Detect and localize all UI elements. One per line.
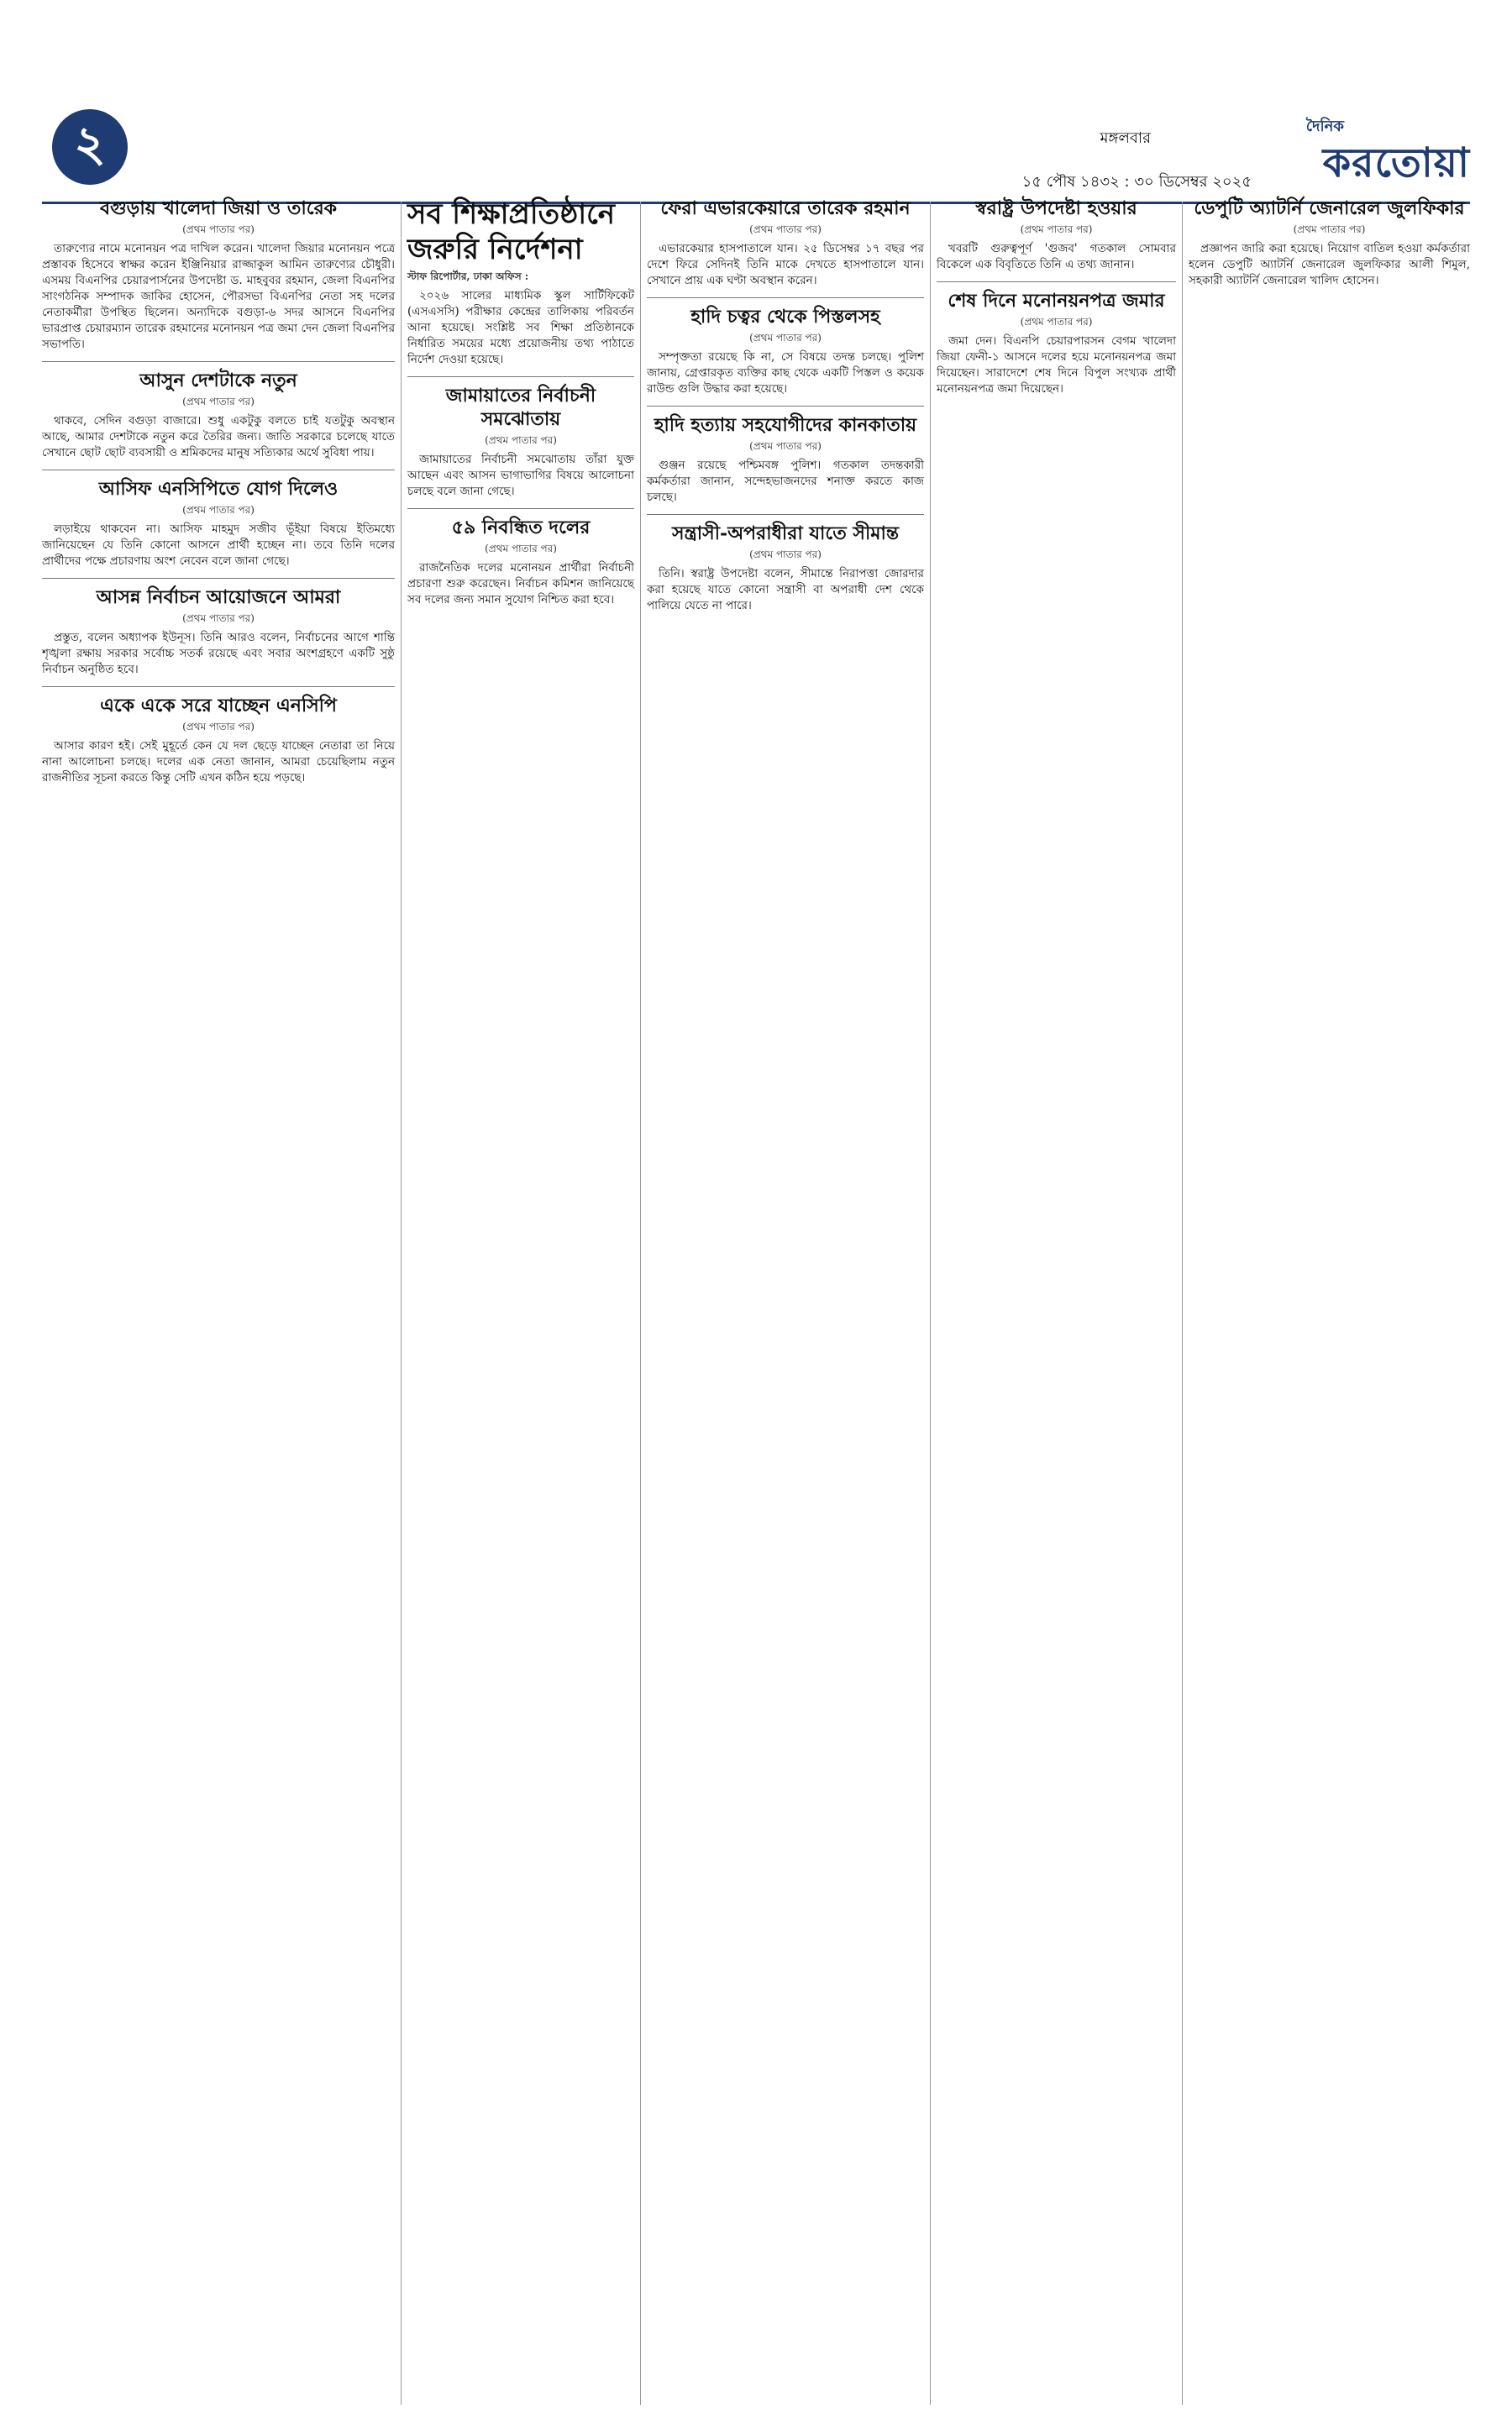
article-continuation: (প্রথম পাতার পর) [485, 434, 557, 446]
date-label: ১৫ পৌষ ১৪৩২ : ৩০ ডিসেম্বর ২০২৫ [1021, 173, 1252, 191]
article-body: এভারকেয়ার হাসপাতালে যান। ২৫ ডিসেম্বর ১৭ বছর পর দেশে ফিরে সেদিনই তিনি মাকে দেখতে হাসপাতালে যান। সেখানে প্রায় এক ঘণ্টা অবস্থান করেন। [647, 242, 924, 287]
article-continuation: (প্রথম পাতার পর) [182, 504, 255, 516]
article-headline: ফেরা এভারকেয়ারে তারেক রহমান [660, 197, 911, 219]
article-continuation: (প্রথম পাতার পর) [749, 548, 822, 560]
article-headline: হাদি হত্যায় সহযোগীদের কানকাতায় [654, 414, 917, 436]
article-continuation: (প্রথম পাতার পর) [1020, 316, 1093, 328]
article-continuation: (প্রথম পাতার পর) [182, 721, 255, 732]
article [647, 522, 924, 614]
article [647, 413, 924, 506]
article-divider [42, 686, 395, 687]
masthead-title: করতোয়া [1322, 139, 1470, 186]
article-headline: আসুন দেশটাকে নতুন [139, 370, 297, 391]
article-divider [42, 578, 395, 579]
article-body: লড়াইয়ে থাকবেন না। আসিফ মাহমুদ সজীব ভূঁইয়া বিষয়ে ইতিমধ্যে জানিয়েছেন যে তিনি কোনো আসনে প্রার্থী হচ্ছেন না। তবে তিনি দলের প্রার্থীদের পক্ষে প্রচারণায় অংশ নেবেন বলে জানা গেছে। [42, 522, 395, 568]
article [1189, 197, 1470, 289]
article-body: রাজনৈতিক দলের মনোনয়ন প্রার্থীরা নির্বাচনী প্রচারণা শুরু করেছেন। নির্বাচন কমিশন জানিয়েছে সব দলের জন্য সমান সুযোগ নিশ্চিত করা হবে। [407, 561, 634, 606]
column-4 [937, 193, 1176, 406]
article-continuation: (প্রথম পাতার পর) [749, 332, 822, 344]
article-headline: আসিফ এনসিপিতে যোগ দিলেও [98, 478, 339, 500]
article-headline: সব শিক্ষাপ্রতিষ্ঠানে জরুরি নির্দেশনা [407, 197, 616, 266]
article [407, 384, 634, 500]
column-2 [407, 193, 634, 617]
article-body: তারুণ্যের নামে মনোনয়ন পত্র দাখিল করেন। খালেদা জিয়ার মনোনয়ন পত্রে প্রস্তাবক হিসেবে স্বাক্ষর করেন ইঞ্জিনিয়ার রাজ্জাকুল আমিন তারুণ্যের চৌধুরী। এসময় বিএনপির চেয়ারপার্সনের উপদেষ্টা ড. মাহবুবর রহমান, জেলা বিএনপির সাংগঠনিক সম্পাদক জাকির হোসেন, পৌরসভা বিএনপির নেতা সহ দলের নেতাকর্মীরা উপস্থিত ছিলেন। অন্যদিকে বগুড়া-৬ সদর আসনে বিএনপির ভারপ্রাপ্ত চেয়ারম্যান তারেক রহমানের মনোনয়ন পত্র জমা দেন জেলা বিএনপির সভাপতি। [42, 242, 395, 351]
article-divider [937, 281, 1176, 282]
article-divider [647, 297, 924, 298]
article-headline: হাদি চত্বর থেকে পিস্তলসহ [690, 306, 880, 328]
masthead-small-text: দৈনিক [1305, 118, 1344, 135]
article-body: থাকবে, সেদিন বগুড়া বাজারে। শুধু একটুকু বলতে চাই যতটুকু অবস্থান আছে, আমার দেশটাকে নতুন করে তৈরির জন্য। জাতি সরকারে চলেছে যাতে সেখানে ছোট ছোট ব্যবসায়ী ও শ্রমিকদের মানুষ সত্যিকার অর্থে সুবিধা পায়। [42, 414, 395, 459]
article-divider [647, 406, 924, 407]
column-divider [401, 202, 402, 2405]
article-headline: সন্ত্রাসী-অপরাধীরা যাতে সীমান্ত [671, 522, 900, 544]
article [937, 289, 1176, 397]
article-headline: স্বরাষ্ট্র উপদেষ্টা হওয়ার [975, 197, 1137, 219]
article-body: জামায়াতের নির্বাচনী সমঝোতায় তাঁরা যুক্ত আছেন এবং আসন ভাগাভাগির বিষয়ে আলোচনা চলছে বলে জানা গেছে। [407, 453, 634, 498]
article-body: জমা দেন। বিএনপি চেয়ারপারসন বেগম খালেদা জিয়া ফেনী-১ আসনে দলের হয়ে মনোনয়নপত্র জমা দিয়েছেন। সারাদেশে শেষ দিনে বিপুল সংখ্যক প্রার্থী মনোনয়নপত্র জমা দিয়েছেন। [937, 334, 1176, 396]
article [42, 197, 395, 353]
article-body: প্রস্তুত, বলেন অধ্যাপক ইউনূস। তিনি আরও বলেন, নির্বাচনের আগে শান্তি শৃঙ্খলা রক্ষায় সরকার সর্বোচ্চ সতর্ক রয়েছে এবং সবার অংশগ্রহণে একটি সুষ্ঠু নির্বাচন অনুষ্ঠিত হবে। [42, 631, 395, 676]
article-body: সম্পৃক্ততা রয়েছে কি না, সে বিষয়ে তদন্ত চলছে। পুলিশ জানায়, গ্রেপ্তারকৃত ব্যক্তির কাছ থেকে একটি পিস্তল ও কয়েক রাউন্ড গুলি উদ্ধার করা হয়েছে। [647, 350, 924, 396]
article-byline: স্টাফ রিপোর্টার, ঢাকা অফিস : [407, 270, 529, 282]
article [42, 477, 395, 569]
article-divider [647, 514, 924, 515]
column-divider [1182, 202, 1183, 2405]
column-5 [1189, 193, 1470, 297]
article [407, 516, 634, 608]
article-body: গুঞ্জন রয়েছে পশ্চিমবঙ্গ পুলিশ। গতকাল তদন্তকারী কর্মকর্তারা জানান, সন্দেহভাজনদের শনাক্ত করতে কাজ চলছে। [647, 459, 924, 504]
article-headline: আসন্ন নির্বাচন আয়োজনে আমরা [96, 586, 341, 608]
article [42, 694, 395, 786]
article-continuation: (প্রথম পাতার পর) [182, 612, 255, 624]
article-headline: জামায়াতের নির্বাচনী সমঝোতায় [445, 385, 596, 430]
article-continuation: (প্রথম পাতার পর) [1020, 223, 1093, 235]
article-body: প্রজ্ঞাপন জারি করা হয়েছে। নিয়োগ বাতিল হওয়া কর্মকর্তারা হলেন ডেপুটি অ্যাটর্নি জেনারেল জুলফিকার আলী শিমুল, সহকারী অ্যাটর্নি জেনারেল খালিদ হোসেন। [1189, 242, 1470, 287]
article-headline: একে একে সরে যাচ্ছেন এনসিপি [100, 695, 337, 716]
article-body: ২০২৬ সালের মাধ্যমিক স্কুল সার্টিফিকেট (এসএসসি) পরীক্ষার কেন্দ্রের তালিকায় পরিবর্তন আনা হয়েছে। সংশ্লিষ্ট সব শিক্ষা প্রতিষ্ঠানকে নির্ধারিত সময়ের মধ্যে প্রয়োজনীয় তথ্য পাঠাতে নির্দেশ দেওয়া হয়েছে। [407, 289, 634, 366]
article-continuation: (প্রথম পাতার পর) [749, 223, 822, 235]
newspaper-masthead [1268, 109, 1470, 190]
article-continuation: (প্রথম পাতার পর) [485, 543, 557, 554]
article-continuation: (প্রথম পাতার পর) [182, 223, 255, 235]
article-headline: ৫৯ নিবন্ধিত দলের [451, 517, 591, 538]
page-header [42, 101, 1470, 193]
article [647, 197, 924, 289]
article-continuation: (প্রথম পাতার পর) [749, 440, 822, 452]
article-headline: ডেপুটি অ্যাটর্নি জেনারেল জুলফিকার [1194, 197, 1465, 219]
column-divider [930, 202, 931, 2405]
article [647, 305, 924, 397]
page-number-badge: ২ [52, 109, 128, 185]
article [42, 369, 395, 461]
article-continuation: (প্রথম পাতার পর) [1293, 223, 1366, 235]
article [407, 197, 634, 368]
article-continuation: (প্রথম পাতার পর) [182, 396, 255, 407]
article-divider [407, 508, 634, 509]
day-label: মঙ্গলবার [1100, 129, 1151, 147]
column-1 [42, 193, 395, 795]
article-headline: বগুড়ায় খালেদা জিয়া ও তারেক [99, 197, 338, 219]
article [42, 585, 395, 678]
article-headline: শেষ দিনে মনোনয়নপত্র জমার [948, 290, 1165, 312]
article-body: তিনি। স্বরাষ্ট্র উপদেষ্টা বলেন, সীমান্তে নিরাপত্তা জোরদার করা হয়েছে যাতে কোনো সন্ত্রাসী বা অপরাধী দেশ থেকে পালিয়ে যেতে না পারে। [647, 567, 924, 612]
article-divider [407, 376, 634, 377]
column-3 [647, 193, 924, 622]
column-divider [640, 202, 641, 2405]
article-body: খবরটি গুরুত্বপূর্ণ 'গুজব' গতকাল সোমবার বিকেলে এক বিবৃতিতে তিনি এ তথ্য জানান। [937, 242, 1176, 271]
article [937, 197, 1176, 273]
article-divider [42, 361, 395, 362]
article-body: আসার কারণ হই। সেই মুহূর্তে কেন যে দল ছেড়ে যাচ্ছেন নেতারা তা নিয়ে নানা আলোচনা চলছে। দলের এক নেতা জানান, আমরা চেয়েছিলাম নতুন রাজনীতির সূচনা করতে কিন্তু সেটি এখন কঠিন হয়ে পড়ছে। [42, 739, 395, 785]
